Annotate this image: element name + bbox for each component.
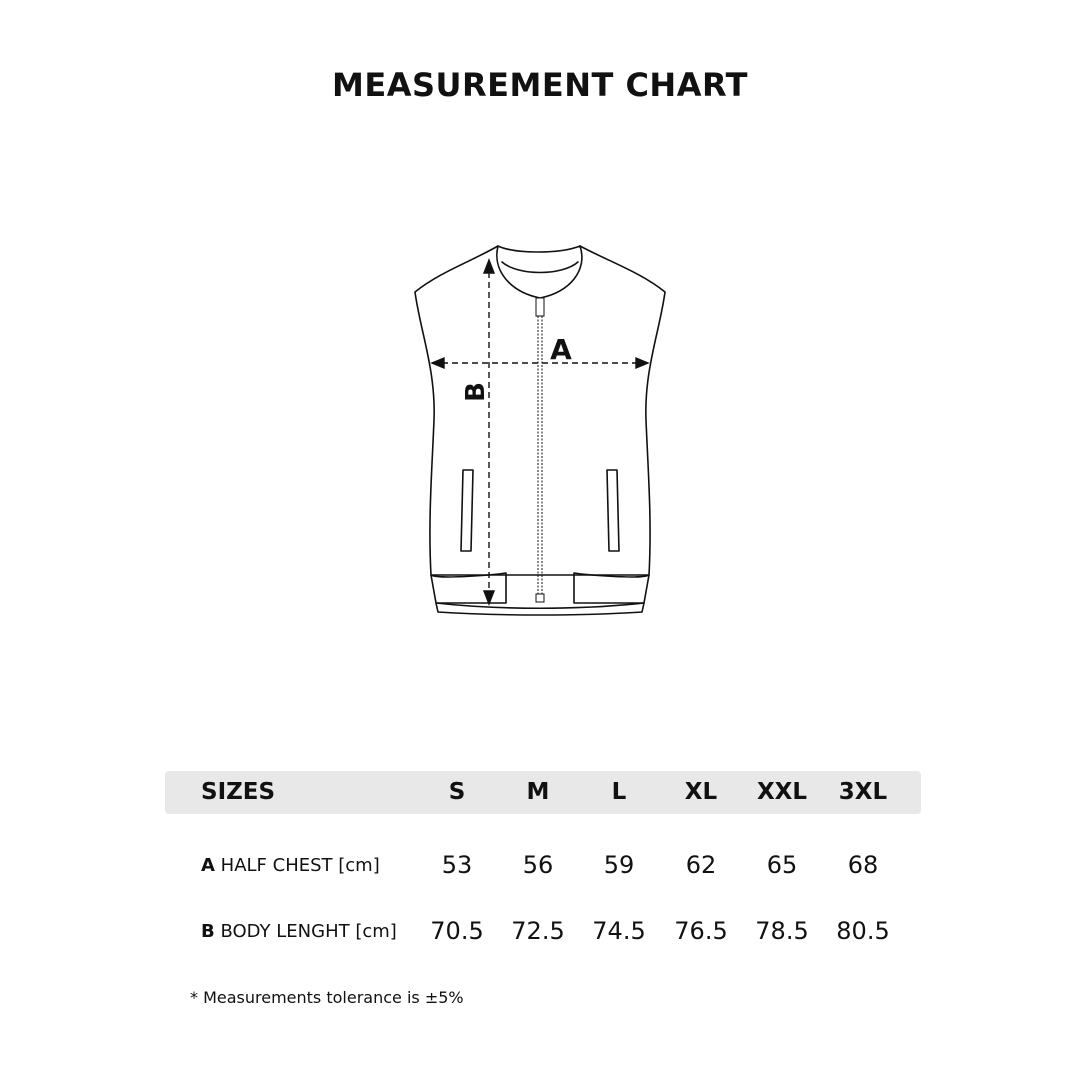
table-cell: 78.5 <box>755 917 809 945</box>
table-cell: 68 <box>847 851 879 879</box>
table-cell: 72.5 <box>511 917 565 945</box>
vest-hem <box>431 573 506 603</box>
size-header-cell: L <box>611 779 627 805</box>
label-a: A <box>550 333 572 366</box>
label-b: B <box>461 382 491 402</box>
table-cell: 62 <box>685 851 717 879</box>
size-header-cell: XXL <box>756 779 808 805</box>
footnote: * Measurements tolerance is ±5% <box>190 988 464 1007</box>
row-letter: B <box>201 921 215 942</box>
size-header-cell: XL <box>684 779 718 805</box>
table-cell: 80.5 <box>836 917 890 945</box>
table-cell: 76.5 <box>674 917 728 945</box>
table-header-row <box>165 771 921 814</box>
table-row-body-length <box>165 910 921 953</box>
table-cell: 59 <box>603 851 635 879</box>
table-cell: 74.5 <box>592 917 646 945</box>
row-label <box>201 844 380 887</box>
table-cell: 56 <box>522 851 554 879</box>
table-cell: 65 <box>766 851 798 879</box>
vest-outline <box>415 246 665 575</box>
vest-diagram <box>405 236 675 626</box>
row-label-text: HALF CHEST [cm] <box>220 855 380 876</box>
page-title: MEASUREMENT CHART <box>331 66 748 104</box>
table-cell: 70.5 <box>430 917 484 945</box>
size-header-cell: 3XL <box>838 779 888 805</box>
row-label <box>201 910 397 953</box>
sizes-header: SIZES <box>201 779 276 805</box>
right-pocket <box>607 470 619 551</box>
size-header-cell: M <box>526 779 550 805</box>
table-cell: 53 <box>441 851 473 879</box>
table-row-half-chest <box>165 844 921 887</box>
row-label-text: BODY LENGHT [cm] <box>220 921 397 942</box>
left-pocket <box>461 470 473 551</box>
row-letter: A <box>201 855 215 876</box>
size-header-cell: S <box>448 779 466 805</box>
